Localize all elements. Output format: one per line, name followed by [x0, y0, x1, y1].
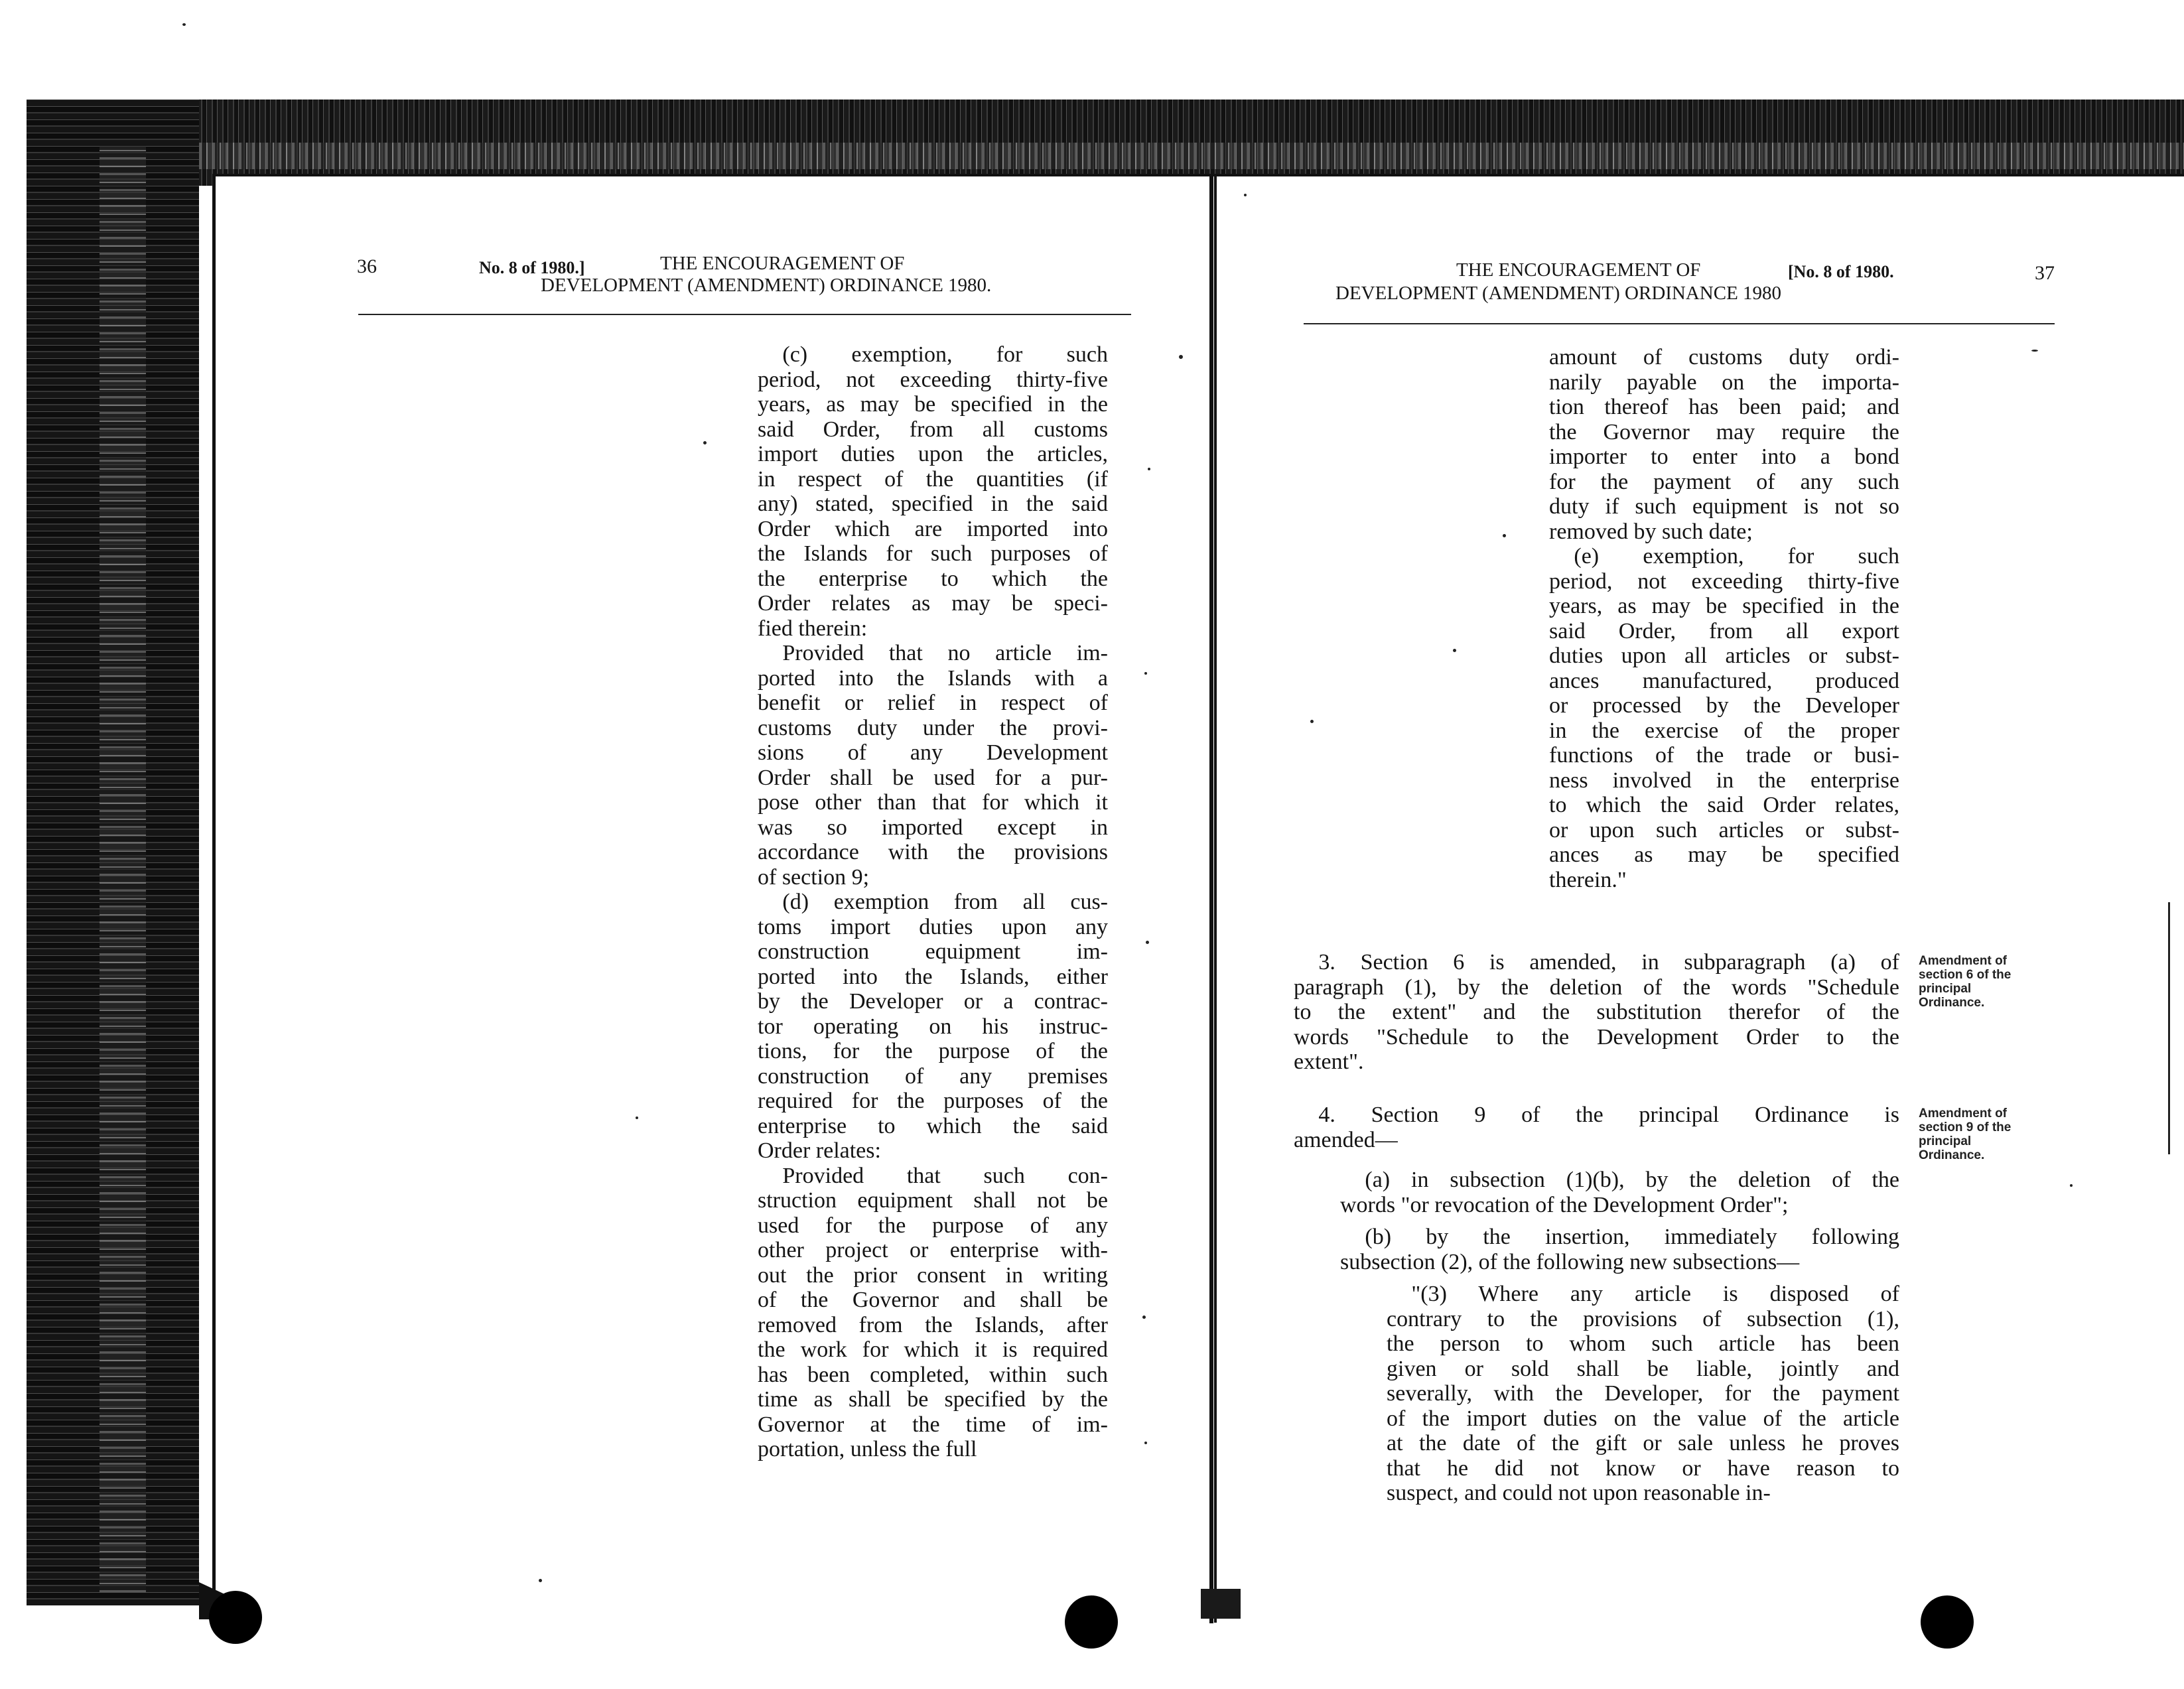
right-page-number: 37	[2035, 262, 2055, 284]
text-line: struction equipment shall not be	[758, 1188, 1108, 1213]
section-3-paragraph	[1294, 950, 1899, 1075]
text-line: ness involved in the enterprise	[1549, 768, 1899, 793]
text-line: 4. Section 9 of the principal Ordinance is	[1318, 1103, 1899, 1127]
subsection-b-paragraph	[1340, 1225, 1899, 1274]
text-line: tor operating on his instruc-	[758, 1014, 1108, 1039]
text-line: paragraph (1), by the deletion of the words "Schedule	[1294, 975, 1899, 1000]
text-line: said Order, from all customs	[758, 417, 1108, 442]
left-body-column	[758, 342, 1108, 1462]
text-line: given or sold shall be liable, jointly and	[1387, 1356, 1899, 1381]
text-line: Order shall be used for a pur-	[758, 765, 1108, 790]
text-line: or upon such articles or subst-	[1549, 817, 1899, 843]
text-line: of section 9;	[758, 864, 870, 890]
right-header-title-line2: DEVELOPMENT (AMENDMENT) ORDINANCE 1980	[1335, 283, 1782, 304]
text-line: by the Developer or a contrac-	[758, 989, 1108, 1014]
text-line: at the date of the gift or sale unless he proves	[1387, 1431, 1899, 1455]
text-line: fied therein:	[758, 616, 868, 641]
text-line: (e) exemption, for such	[1574, 544, 1899, 569]
text-line: of the import duties on the value of the article	[1387, 1406, 1899, 1431]
left-header-number: No. 8 of 1980.]	[479, 258, 585, 277]
text-line: period, not exceeding thirty-five	[1549, 569, 1899, 594]
scan-speck	[2070, 1184, 2073, 1187]
text-line: has been completed, within such	[758, 1362, 1108, 1387]
text-line: extent".	[1294, 1049, 1364, 1074]
text-line: severally, with the Developer, for the payment	[1387, 1381, 1899, 1406]
text-line: (c) exemption, for such	[782, 342, 1108, 367]
text-line: tions, for the purpose of the	[758, 1039, 1108, 1063]
text-line: ances manufactured, produced	[1549, 668, 1899, 693]
margin-note-line: Amendment of	[1919, 954, 2007, 968]
text-line: tion thereof has been paid; and	[1549, 395, 1899, 419]
margin-note-line: Ordinance.	[1919, 996, 1985, 1010]
scan-speck	[539, 1579, 542, 1582]
text-line: contrary to the provisions of subsection (1),	[1387, 1306, 1899, 1331]
text-line: "(3) Where any article is disposed of	[1411, 1282, 1899, 1306]
right-header-title-line1: THE ENCOURAGEMENT OF	[1456, 259, 1701, 281]
text-line: narily payable on the importa-	[1549, 370, 1899, 395]
text-line: duties upon all articles or subst-	[1549, 643, 1899, 668]
text-line: (d) exemption from all cus-	[782, 890, 1108, 914]
section-3-margin-note	[1919, 954, 2051, 1010]
text-line: Order relates:	[758, 1138, 881, 1163]
right-edge-mark	[2168, 902, 2170, 1154]
text-line: amended—	[1294, 1127, 1398, 1152]
text-line: suspect, and could not upon reasonable in-	[1387, 1481, 1771, 1505]
text-line: the person to whom such article has been	[1387, 1331, 1899, 1356]
text-line: required for the purposes of the	[758, 1089, 1108, 1113]
scan-frame-top-shade	[27, 143, 2184, 169]
scan-speck	[182, 23, 186, 26]
scan-speck	[2031, 350, 2038, 352]
text-line: functions of the trade or busi-	[1549, 743, 1899, 768]
text-line: customs duty under the provi-	[758, 715, 1108, 740]
text-line: in the exercise of the proper	[1549, 718, 1899, 743]
left-header-rule	[358, 314, 1131, 315]
margin-note-line: Amendment of	[1919, 1107, 2007, 1120]
section-4-margin-note	[1919, 1107, 2051, 1162]
gutter-shadow	[1201, 1589, 1241, 1619]
margin-note-line: section 6 of the	[1919, 968, 2012, 982]
text-line: the Governor may require the	[1549, 419, 1899, 444]
scan-speck	[1179, 355, 1183, 359]
scan-speck	[1148, 468, 1150, 470]
scan-speck	[703, 441, 707, 444]
text-line: removed by such date;	[1549, 519, 1753, 544]
text-line: was so imported except in	[758, 815, 1108, 840]
subsection-a-paragraph	[1340, 1168, 1899, 1217]
text-line: to which the said Order relates,	[1549, 793, 1899, 817]
right-header-rule	[1304, 323, 2055, 324]
text-line: therein."	[1549, 867, 1627, 892]
text-line: Order which are imported into	[758, 516, 1108, 541]
text-line: or processed by the Developer	[1549, 693, 1899, 718]
text-line: (b) by the insertion, immediately following	[1365, 1225, 1899, 1249]
text-line: in respect of the quantities (if	[758, 466, 1108, 492]
right-header-number: [No. 8 of 1980.	[1788, 262, 1894, 281]
text-line: of the Governor and shall be	[758, 1288, 1108, 1312]
text-line: sions of any Development	[758, 740, 1108, 765]
text-line: said Order, from all export	[1549, 618, 1899, 643]
text-line: out the prior consent in writing	[758, 1262, 1108, 1288]
text-line: to the extent" and the substitution therefor of the	[1294, 1000, 1899, 1024]
text-line: benefit or relief in respect of	[758, 691, 1108, 715]
text-line: ances as may be specified	[1549, 843, 1899, 867]
scan-speck	[636, 1116, 638, 1119]
text-line: construction of any premises	[758, 1063, 1108, 1089]
text-line: any) stated, specified in the said	[758, 492, 1108, 516]
text-line: portation, unless the full	[758, 1437, 977, 1461]
margin-note-line: principal	[1919, 982, 1972, 996]
margin-note-line: section 9 of the	[1919, 1120, 2012, 1134]
scan-speck	[1144, 1442, 1147, 1444]
section-4-paragraph	[1294, 1103, 1899, 1152]
text-line: enterprise to which the said	[758, 1113, 1108, 1138]
text-line: Order relates as may be speci-	[758, 591, 1108, 616]
text-line: (a) in subsection (1)(b), by the deletion of the	[1365, 1168, 1899, 1192]
margin-note-line: Ordinance.	[1919, 1148, 1985, 1162]
punch-hole-center	[1065, 1595, 1118, 1649]
text-line: import duties upon the articles,	[758, 442, 1108, 466]
text-line: Provided that no article im-	[782, 641, 1108, 665]
text-line: years, as may be specified in the	[1549, 594, 1899, 618]
text-line: amount of customs duty ordi-	[1549, 345, 1899, 370]
text-line: that he did not know or have reason to	[1387, 1455, 1899, 1481]
text-line: other project or enterprise with-	[758, 1238, 1108, 1262]
text-line: toms import duties upon any	[758, 914, 1108, 939]
text-line: period, not exceeding thirty-five	[758, 367, 1108, 392]
punch-hole-left	[209, 1591, 262, 1644]
text-line: removed from the Islands, after	[758, 1312, 1108, 1337]
left-header-title-line2: DEVELOPMENT (AMENDMENT) ORDINANCE 1980.	[541, 275, 992, 296]
quoted-subsection-3	[1387, 1282, 1899, 1506]
scan-speck	[1453, 649, 1456, 652]
text-line: subsection (2), of the following new subsections—	[1340, 1249, 1800, 1274]
left-page-number: 36	[357, 255, 377, 277]
scan-speck	[1310, 720, 1314, 723]
book-gutter	[1209, 174, 1213, 1623]
text-line: used for the purpose of any	[758, 1213, 1108, 1238]
text-line: for the payment of any such	[1549, 469, 1899, 494]
text-line: pose other than that for which it	[758, 790, 1108, 815]
scan-speck	[1244, 194, 1247, 196]
text-line: years, as may be specified in the	[758, 392, 1108, 417]
left-header-title-line1: THE ENCOURAGEMENT OF	[660, 253, 905, 274]
text-line: the work for which it is required	[758, 1337, 1108, 1362]
text-line: duty if such equipment is not so	[1549, 494, 1899, 519]
text-line: Provided that such con-	[782, 1163, 1108, 1188]
text-line: ported into the Islands with a	[758, 665, 1108, 691]
scan-speck	[1144, 672, 1147, 675]
text-line: time as shall be specified by the	[758, 1387, 1108, 1412]
margin-note-line: principal	[1919, 1134, 1972, 1148]
punch-hole-right	[1921, 1595, 1974, 1649]
text-line: importer to enter into a bond	[1549, 444, 1899, 469]
right-body-column	[1549, 345, 1899, 892]
scan-speck	[1146, 941, 1149, 944]
text-line: words "Schedule to the Development Order to the	[1294, 1024, 1899, 1049]
scan-speck	[1503, 534, 1506, 537]
scan-frame-left-shade	[100, 146, 146, 1592]
text-line: the Islands for such purposes of	[758, 541, 1108, 566]
text-line: ported into the Islands, either	[758, 964, 1108, 989]
text-line: 3. Section 6 is amended, in subparagraph (a) of	[1318, 950, 1899, 975]
text-line: the enterprise to which the	[758, 566, 1108, 591]
text-line: accordance with the provisions	[758, 840, 1108, 864]
text-line: Governor at the time of im-	[758, 1412, 1108, 1437]
scan-speck	[1142, 1316, 1146, 1319]
text-line: words "or revocation of the Development Order";	[1340, 1192, 1789, 1217]
text-line: construction equipment im-	[758, 939, 1108, 964]
